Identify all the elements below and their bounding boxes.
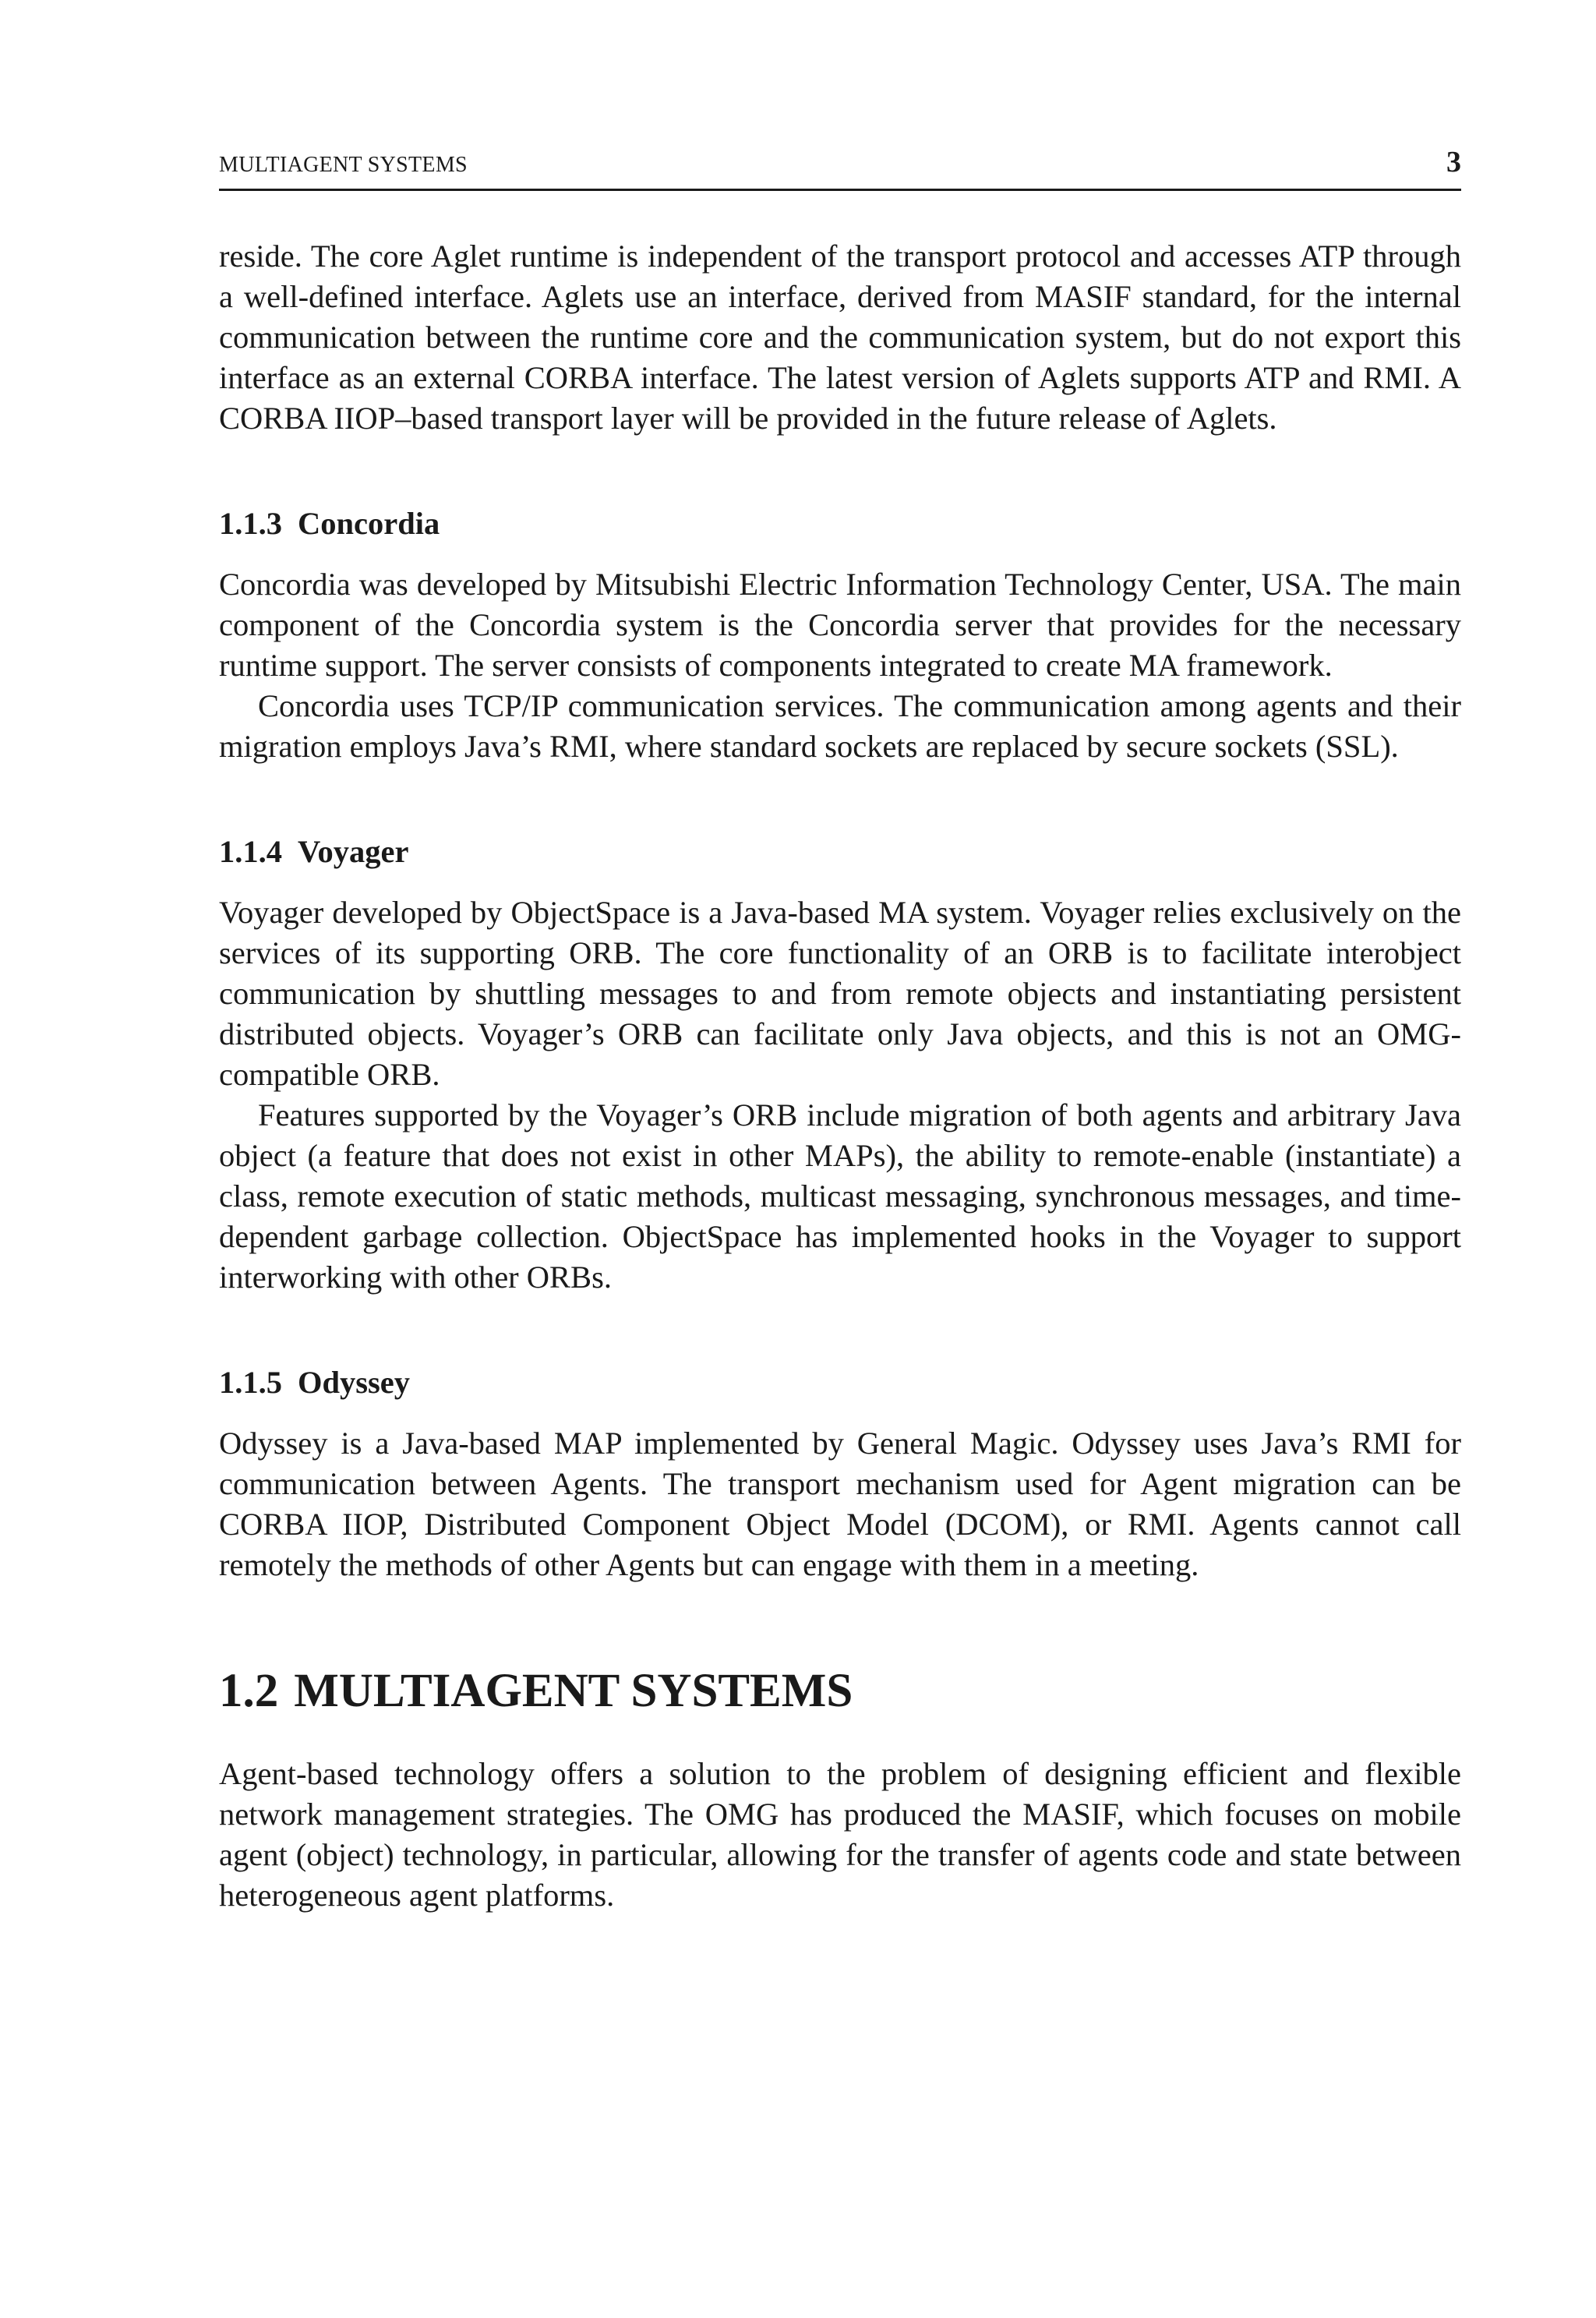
section-number: 1.1.4 [219,834,282,869]
section-heading-voyager [219,832,1461,872]
paragraph: Agent-based technology offers a solution to the problem of designing efficient and flexible network management strategies. The OMG has produced the MASIF, which focuses on mobile agent (object) technology, in particular, allowing for the transfer of agents code and state between heterogeneous agent platforms. [219,1756,1461,1913]
chapter-section-heading [219,1663,1461,1719]
section-number: 1.2 [219,1665,279,1717]
running-header [219,148,1461,191]
intro-paragraph: reside. The core Aglet runtime is independent of the transport protocol and accesses ATP through a well-defined interface. Aglets use an interface, derived from MASIF standard, for the internal communication between the runtime core and the communication system, but do not export this interface as an external CORBA interface. The latest version of Aglets supports ATP and RMI. A CORBA IIOP–based transport layer will be provided in the future release of Aglets. [219,239,1461,436]
section-number: 1.1.3 [219,506,282,541]
paragraph: Concordia was developed by Mitsubishi Electric Information Technology Center, USA. The main component of the Concordia system is the Concordia server that provides for the necessary runtime support. The server consists of components integrated to create MA framework. [219,567,1461,683]
paragraph: Voyager developed by ObjectSpace is a Java-based MA system. Voyager relies exclusively on the services of its supporting ORB. The core functionality of an ORB is to facilitate interobject communication by shuttling messages to and from remote objects and instantiating persistent distributed objects. Voyager’s ORB can facilitate only Java objects, and this is not an OMG-compatible ORB. [219,895,1461,1092]
section-heading-concordia [219,504,1461,544]
section-title: Concordia [298,506,440,541]
running-title: MULTIAGENT SYSTEMS [219,153,468,177]
section-title: Odyssey [298,1365,411,1400]
section-heading-odyssey [219,1362,1461,1403]
section-title: Voyager [298,834,409,869]
section-number: 1.1.5 [219,1365,282,1400]
paragraph: Concordia uses TCP/IP communication services. The communication among agents and their migration employs Java’s RMI, where standard sockets are replaced by secure sockets (SSL). [219,688,1461,764]
section-title: MULTIAGENT SYSTEMS [294,1665,853,1717]
page-number: 3 [1446,146,1461,178]
paragraph: Features supported by the Voyager’s ORB include migration of both agents and arbitrary Java object (a feature that does not exist in other MAPs), the ability to remote-enable (instantiate) a class, remote execution of static methods, multicast messaging, synchronous messages, and time-dependent garbage collection. ObjectSpace has implemented hooks in the Voyager to support interworking with other ORBs. [219,1097,1461,1295]
document-body [219,236,1461,1916]
paragraph: Odyssey is a Java-based MAP implemented by General Magic. Odyssey uses Java’s RMI for communication between Agents. The transport mechanism used for Agent migration can be CORBA IIOP, Distributed Component Object Model (DCOM), or RMI. Agents cannot call remotely the methods of other Agents but can engage with them in a meeting. [219,1426,1461,1582]
